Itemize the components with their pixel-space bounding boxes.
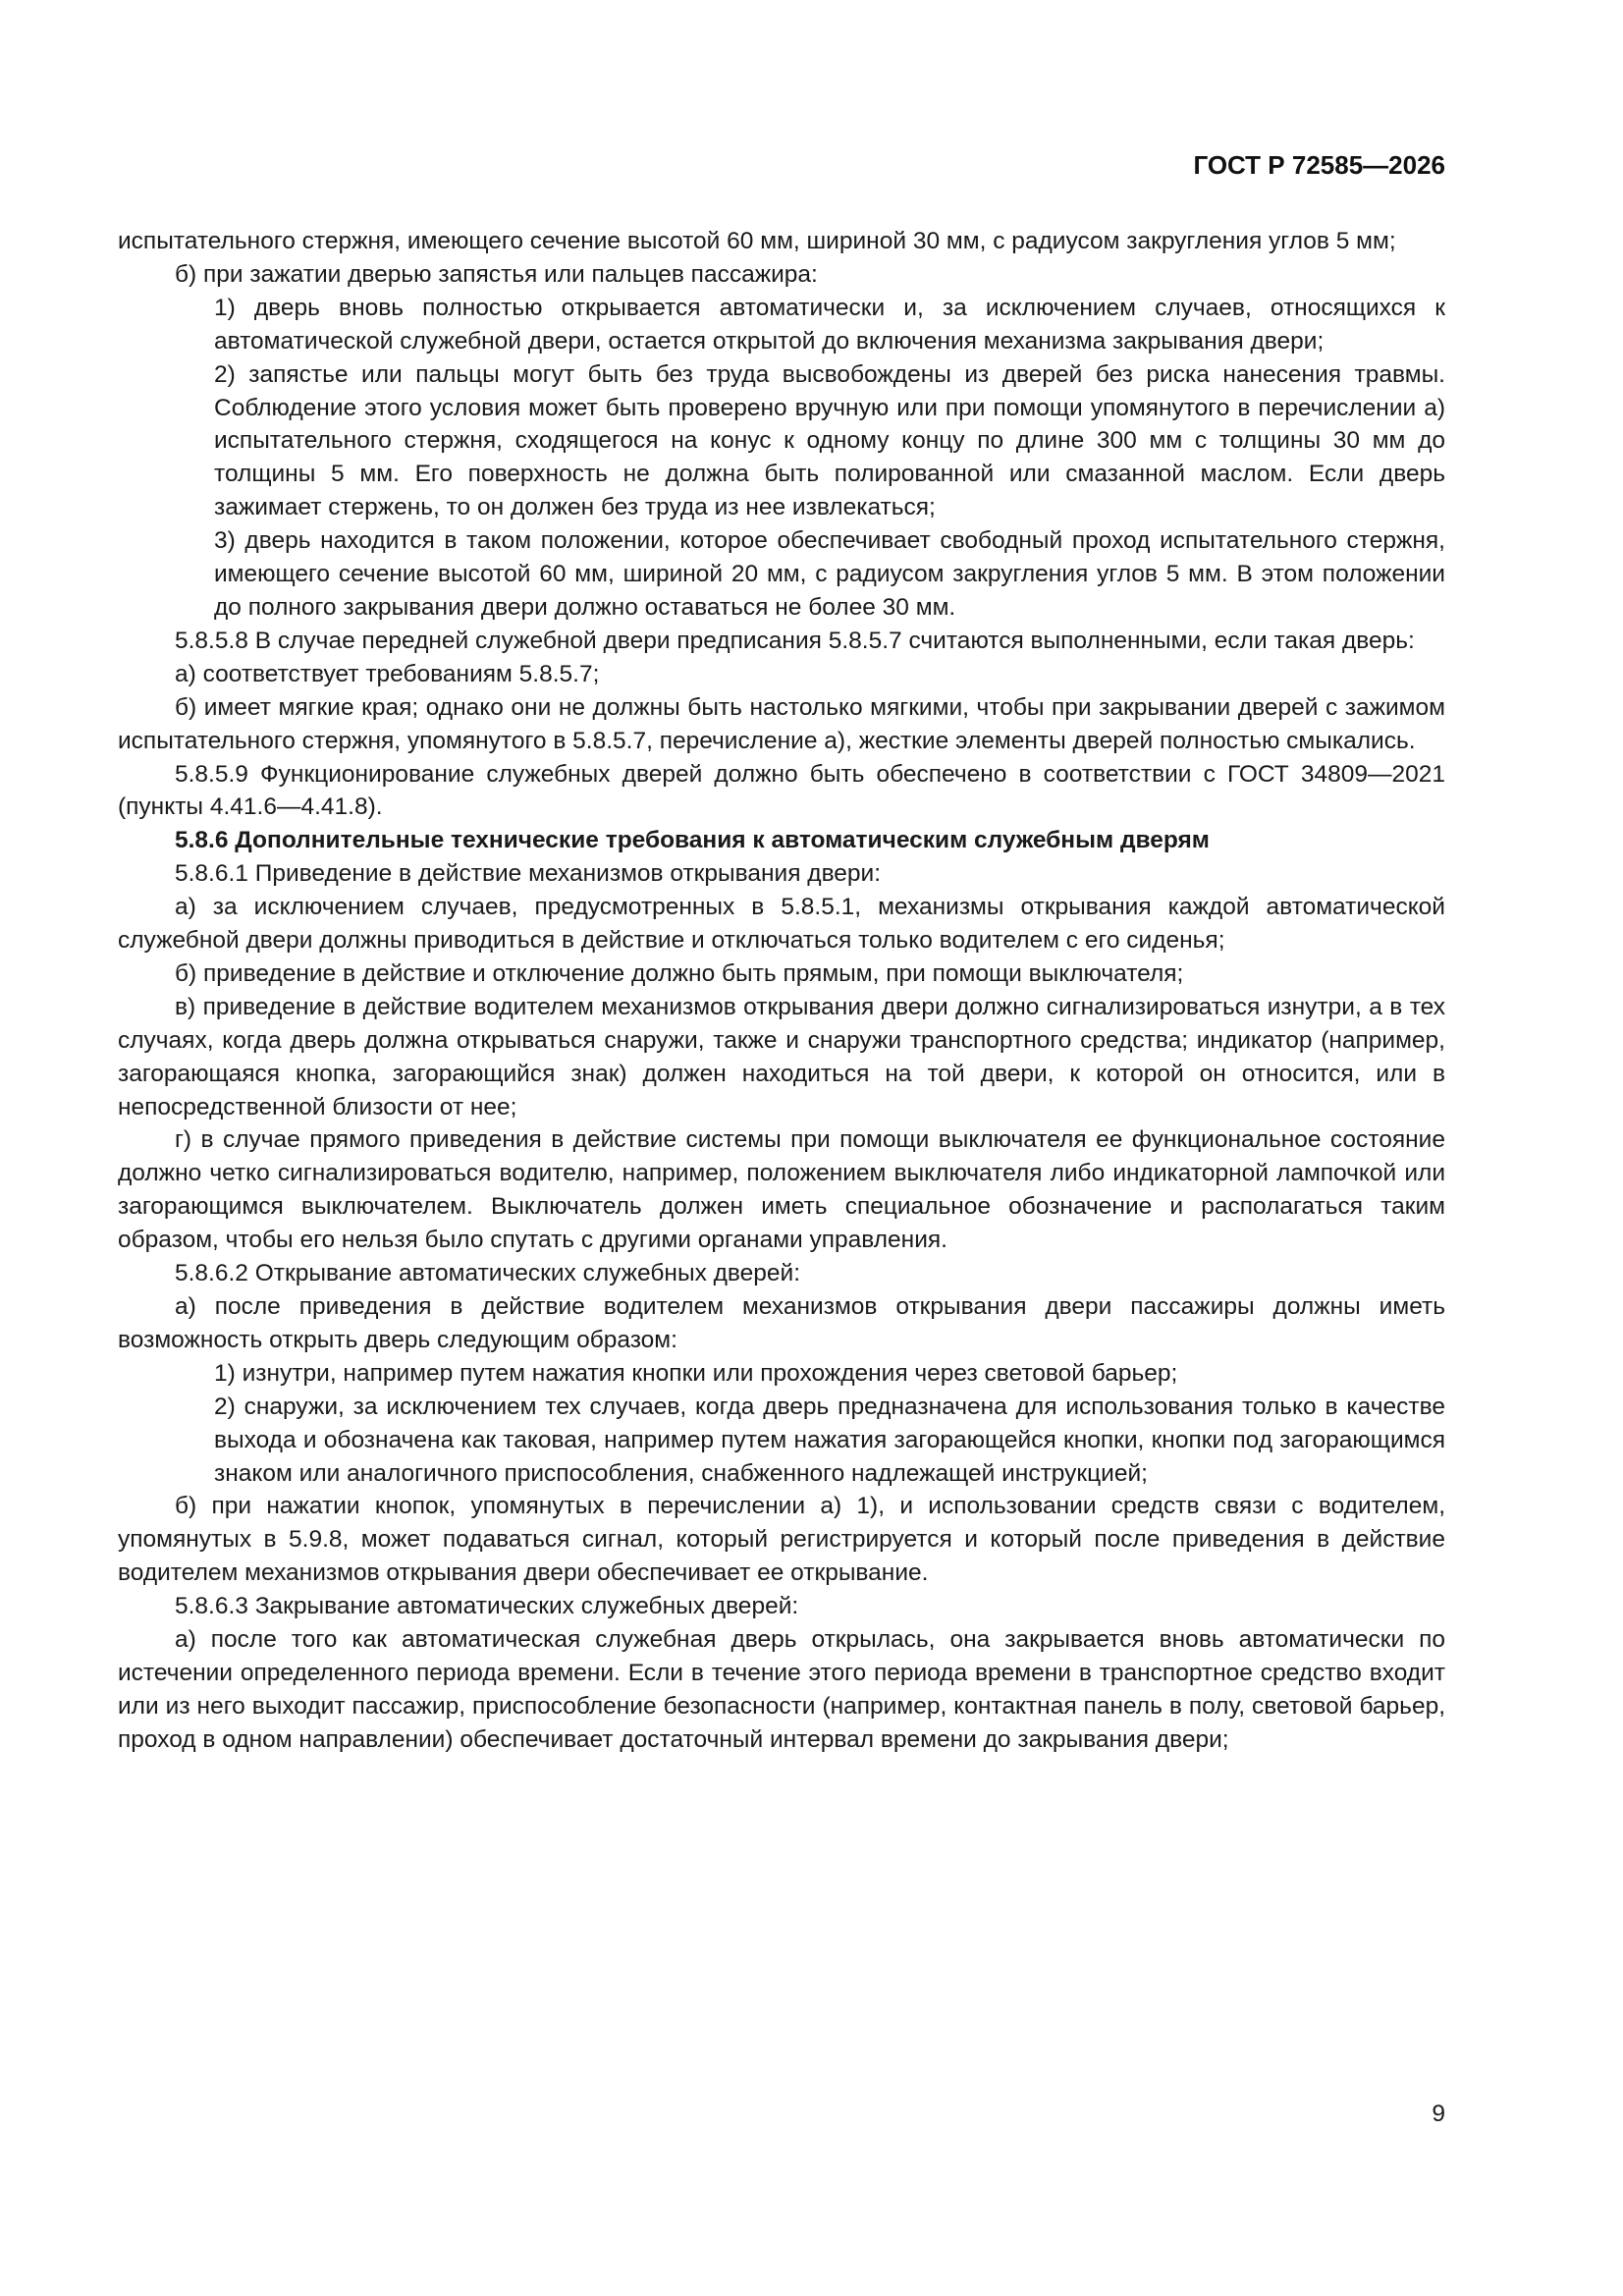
document-body — [118, 225, 1445, 1757]
paragraph-continuation: испытательного стержня, имеющего сечение высотой 60 мм, шириной 30 мм, с радиусом закругления углов 5 мм; — [118, 228, 1396, 254]
document-code-header: ГОСТ Р 72585—2026 — [1193, 150, 1445, 180]
list-item-g: г) в случае прямого приведения в действие системы при помощи выключателя ее функциональное состояние должно четко сигнализироваться водителю, например, положением выключателя либо индикаторной лампочкой или загорающимся выключателем. Выключатель должен иметь специальное обозначение и располагаться таким образом, чтобы его нельзя было спутать с другими органами управления. — [118, 1126, 1445, 1254]
list-item-a: а) соответствует требованиям 5.8.5.7; — [175, 660, 600, 687]
list-item-a: а) после приведения в действие водителем механизмов открывания двери пассажиры должны иметь возможность открыть дверь следующим образом: — [118, 1293, 1445, 1353]
list-item-a: а) за исключением случаев, предусмотренных в 5.8.5.1, механизмы открывания каждой автоматической служебной двери должны приводиться в действие и отключаться только водителем с его сиденья; — [118, 894, 1445, 955]
list-item-a: а) после того как автоматическая служебная дверь открылась, она закрывается вновь автоматически по истечении определенного периода времени. Если в течение этого периода времени в транспортное средство входит или из него выходит пассажир, приспособление безопасности (например, контактная панель в полу, световой барьер, проход в одном направлении) обеспечивает достаточный интервал времени до закрывания двери; — [118, 1626, 1445, 1753]
list-item-b: б) при зажатии дверью запястья или пальцев пассажира: — [175, 260, 818, 288]
clause-5-8-5-9: 5.8.5.9 Функционирование служебных дверей должно быть обеспечено в соответствии с ГОСТ 34809—2021 (пункты 4.41.6—4.41.8). — [118, 760, 1445, 821]
sub-item-2: 2) запястье или пальцы могут быть без труда высвобождены из дверей без риска нанесения травмы. Соблюдение этого условия может быть проверено вручную или при помощи упомянутого в перечислении а) испытательного стержня, сходящегося на конус к одному концу по длине 300 мм с толщины 30 мм до толщины 5 мм. Его поверхность не должна быть полированной или смазанной маслом. Если дверь зажимает стержень, то он должен без труда из нее извлекаться; — [214, 360, 1445, 521]
sub-item-1: 1) изнутри, например путем нажатия кнопки или прохождения через световой барьер; — [214, 1359, 1178, 1387]
clause-5-8-6-1: 5.8.6.1 Приведение в действие механизмов открывания двери: — [175, 860, 882, 888]
clause-5-8-6-3: 5.8.6.3 Закрывание автоматических служебных дверей: — [175, 1593, 799, 1620]
section-heading-5-8-6: 5.8.6 Дополнительные технические требования к автоматическим служебным дверям — [175, 827, 1210, 854]
list-item-v: в) приведение в действие водителем механизмов открывания двери должно сигнализироваться изнутри, а в тех случаях, когда дверь должна открываться снаружи, также и снаружи транспортного средства; индикатор (например, загорающаяся кнопка, загорающийся знак) должен находиться на той двери, к которой он относится, или в непосредственной близости от нее; — [118, 993, 1445, 1121]
clause-5-8-6-2: 5.8.6.2 Открывание автоматических служебных дверей: — [175, 1260, 801, 1287]
page-number: 9 — [1432, 2101, 1445, 2127]
list-item-b: б) имеет мягкие края; однако они не должны быть настолько мягкими, чтобы при закрывании дверей с зажимом испытательного стержня, упомянутого в 5.8.5.7, перечисление а), жесткие элементы дверей полностью смыкались. — [118, 693, 1445, 754]
sub-item-3: 3) дверь находится в таком положении, которое обеспечивает свободный проход испытательного стержня, имеющего сечение высотой 60 мм, шириной 20 мм, с радиусом закругления углов 5 мм. В этом положении до полного закрывания двери должно оставаться не более 30 мм. — [214, 527, 1445, 621]
clause-5-8-5-8: 5.8.5.8 В случае передней служебной двери предписания 5.8.5.7 считаются выполненными, если такая дверь: — [175, 627, 1415, 654]
list-item-b: б) приведение в действие и отключение должно быть прямым, при помощи выключателя; — [175, 959, 1184, 987]
sub-item-1: 1) дверь вновь полностью открывается автоматически и, за исключением случаев, относящихся к автоматической служебной двери, остается открытой до включения механизма закрывания двери; — [214, 294, 1445, 355]
sub-item-2: 2) снаружи, за исключением тех случаев, когда дверь предназначена для использования только в качестве выхода и обозначена как таковая, например путем нажатия загорающейся кнопки, кнопки под загорающимся знаком или аналогичного приспособления, снабженного надлежащей инструкцией; — [214, 1393, 1445, 1487]
list-item-b: б) при нажатии кнопок, упомянутых в перечислении а) 1), и использовании средств связи с водителем, упомянутых в 5.9.8, может подаваться сигнал, который регистрируется и который после приведения в действие водителем механизмов открывания двери обеспечивает ее открывание. — [118, 1493, 1445, 1587]
